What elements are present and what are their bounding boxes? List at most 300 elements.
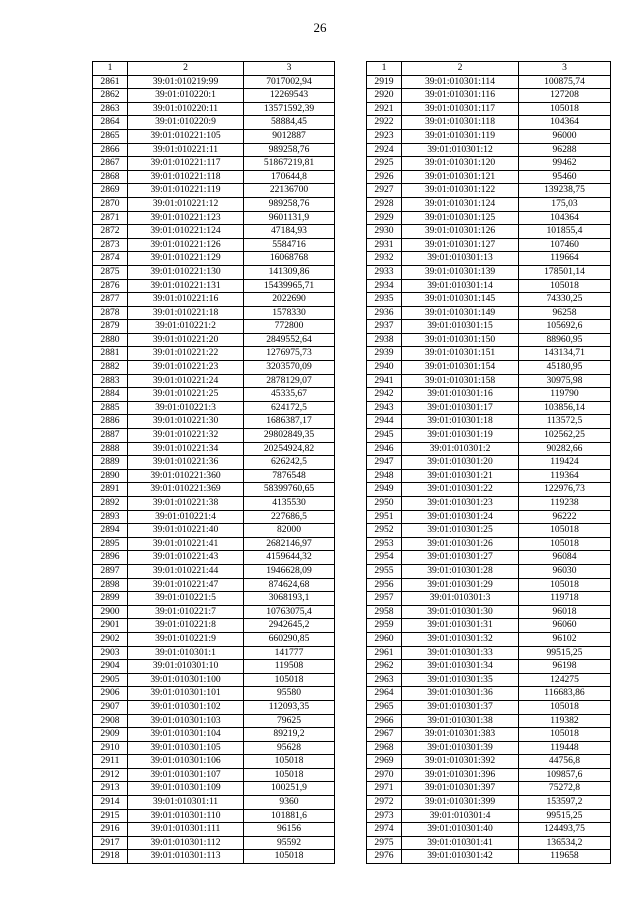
row-number-cell: 2934 [367, 279, 402, 293]
value-cell: 2682146,97 [244, 537, 335, 551]
table-row [367, 619, 611, 633]
row-number-cell: 2972 [367, 796, 402, 810]
row-number-cell: 2960 [367, 632, 402, 646]
row-number-cell: 2949 [367, 483, 402, 497]
cadastral-number-cell: 39:01:010301:11 [128, 796, 244, 810]
cadastral-number-cell: 39:01:010301:121 [402, 170, 519, 184]
row-number-cell: 2865 [93, 129, 128, 143]
cadastral-number-cell: 39:01:010301:12 [402, 143, 519, 157]
value-cell: 772800 [244, 320, 335, 334]
cadastral-number-cell: 39:01:010221:7 [128, 605, 244, 619]
cadastral-number-cell: 39:01:010221:41 [128, 537, 244, 551]
row-number-cell: 2868 [93, 170, 128, 184]
value-cell: 119448 [519, 741, 611, 755]
value-cell: 1686387,17 [244, 415, 335, 429]
cadastral-number-cell: 39:01:010301:36 [402, 687, 519, 701]
row-number-cell: 2920 [367, 89, 402, 103]
table-body-left [93, 75, 335, 863]
row-number-cell: 2931 [367, 238, 402, 252]
row-number-cell: 2950 [367, 497, 402, 511]
value-cell: 119664 [519, 252, 611, 266]
cadastral-number-cell: 39:01:010221:126 [128, 238, 244, 252]
value-cell: 175,03 [519, 197, 611, 211]
table-row [93, 809, 335, 823]
cadastral-number-cell: 39:01:010301:114 [402, 75, 519, 89]
table-row [93, 102, 335, 116]
table-row [367, 320, 611, 334]
value-cell: 141309,86 [244, 265, 335, 279]
value-cell: 7017002,94 [244, 75, 335, 89]
value-cell: 96000 [519, 129, 611, 143]
value-cell: 30975,98 [519, 374, 611, 388]
table-body-right [367, 75, 611, 863]
row-number-cell: 2953 [367, 537, 402, 551]
cadastral-number-cell: 39:01:010301:154 [402, 361, 519, 375]
row-number-cell: 2951 [367, 510, 402, 524]
row-number-cell: 2864 [93, 116, 128, 130]
value-cell: 112093,35 [244, 700, 335, 714]
cadastral-number-cell: 39:01:010221:24 [128, 374, 244, 388]
value-cell: 107460 [519, 238, 611, 252]
value-cell: 105692,6 [519, 320, 611, 334]
row-number-cell: 2909 [93, 728, 128, 742]
table-row [93, 714, 335, 728]
value-cell: 4159644,32 [244, 551, 335, 565]
table-row [367, 442, 611, 456]
cadastral-number-cell: 39:01:010221:47 [128, 578, 244, 592]
value-cell: 103856,14 [519, 401, 611, 415]
cadastral-number-cell: 39:01:010301:105 [128, 741, 244, 755]
cadastral-number-cell: 39:01:010221:9 [128, 632, 244, 646]
row-number-cell: 2905 [93, 673, 128, 687]
table-row [367, 551, 611, 565]
table-row [93, 170, 335, 184]
table-row [93, 320, 335, 334]
column-header-3: 3 [519, 62, 611, 76]
cadastral-number-cell: 39:01:010221:360 [128, 469, 244, 483]
row-number-cell: 2898 [93, 578, 128, 592]
cadastral-number-cell: 39:01:010301:4 [402, 809, 519, 823]
value-cell: 105018 [519, 537, 611, 551]
cadastral-number-cell: 39:01:010301:110 [128, 809, 244, 823]
cadastral-number-cell: 39:01:010301:31 [402, 619, 519, 633]
row-number-cell: 2915 [93, 809, 128, 823]
table-row [93, 728, 335, 742]
table-header-row [93, 62, 335, 76]
table-row [367, 265, 611, 279]
table-row [93, 605, 335, 619]
cadastral-number-cell: 39:01:010301:158 [402, 374, 519, 388]
value-cell: 100251,9 [244, 782, 335, 796]
value-cell: 101855,4 [519, 225, 611, 239]
value-cell: 101881,6 [244, 809, 335, 823]
table-row [93, 700, 335, 714]
table-row [367, 225, 611, 239]
cadastral-number-cell: 39:01:010221:130 [128, 265, 244, 279]
value-cell: 51867219,81 [244, 157, 335, 171]
value-cell: 1946628,09 [244, 564, 335, 578]
table-row [367, 510, 611, 524]
row-number-cell: 2870 [93, 197, 128, 211]
table-row [93, 238, 335, 252]
cadastral-number-cell: 39:01:010221:38 [128, 497, 244, 511]
row-number-cell: 2975 [367, 836, 402, 850]
table-row [367, 836, 611, 850]
value-cell: 22136700 [244, 184, 335, 198]
cadastral-number-cell: 39:01:010301:17 [402, 401, 519, 415]
value-cell: 96258 [519, 306, 611, 320]
value-cell: 136534,2 [519, 836, 611, 850]
cadastral-number-cell: 39:01:010221:123 [128, 211, 244, 225]
row-number-cell: 2899 [93, 592, 128, 606]
row-number-cell: 2938 [367, 333, 402, 347]
row-number-cell: 2917 [93, 836, 128, 850]
value-cell: 119658 [519, 850, 611, 864]
cadastral-number-cell: 39:01:010301:124 [402, 197, 519, 211]
value-cell: 3068193,1 [244, 592, 335, 606]
row-number-cell: 2961 [367, 646, 402, 660]
cadastral-number-cell: 39:01:010221:129 [128, 252, 244, 266]
row-number-cell: 2954 [367, 551, 402, 565]
table-row [93, 401, 335, 415]
table-row [367, 401, 611, 415]
row-number-cell: 2900 [93, 605, 128, 619]
table-row [367, 197, 611, 211]
row-number-cell: 2889 [93, 456, 128, 470]
table-row [93, 116, 335, 130]
table-row [367, 632, 611, 646]
value-cell: 104364 [519, 116, 611, 130]
value-cell: 96198 [519, 660, 611, 674]
value-cell: 119790 [519, 388, 611, 402]
row-number-cell: 2869 [93, 184, 128, 198]
cadastral-number-cell: 39:01:010301:101 [128, 687, 244, 701]
table-row [93, 578, 335, 592]
table-row [367, 129, 611, 143]
value-cell: 90282,66 [519, 442, 611, 456]
row-number-cell: 2907 [93, 700, 128, 714]
row-number-cell: 2912 [93, 768, 128, 782]
value-cell: 9601131,9 [244, 211, 335, 225]
value-cell: 96222 [519, 510, 611, 524]
cadastral-number-cell: 39:01:010301:139 [402, 265, 519, 279]
table-row [367, 89, 611, 103]
table-row [93, 415, 335, 429]
table-row [93, 646, 335, 660]
table-row [93, 184, 335, 198]
value-cell: 75272,8 [519, 782, 611, 796]
cadastral-number-cell: 39:01:010219:99 [128, 75, 244, 89]
row-number-cell: 2940 [367, 361, 402, 375]
value-cell: 109857,6 [519, 768, 611, 782]
value-cell: 105018 [519, 578, 611, 592]
cadastral-number-cell: 39:01:010301:109 [128, 782, 244, 796]
cadastral-number-cell: 39:01:010301:103 [128, 714, 244, 728]
value-cell: 122976,73 [519, 483, 611, 497]
cadastral-number-cell: 39:01:010301:29 [402, 578, 519, 592]
value-cell: 105018 [244, 673, 335, 687]
cadastral-number-cell: 39:01:010301:34 [402, 660, 519, 674]
row-number-cell: 2882 [93, 361, 128, 375]
cadastral-number-cell: 39:01:010301:42 [402, 850, 519, 864]
row-number-cell: 2874 [93, 252, 128, 266]
cadastral-number-cell: 39:01:010301:33 [402, 646, 519, 660]
cadastral-number-cell: 39:01:010221:44 [128, 564, 244, 578]
value-cell: 105018 [244, 768, 335, 782]
table-row [93, 796, 335, 810]
cadastral-number-cell: 39:01:010301:151 [402, 347, 519, 361]
value-cell: 96030 [519, 564, 611, 578]
cadastral-number-cell: 39:01:010221:20 [128, 333, 244, 347]
cadastral-number-cell: 39:01:010301:13 [402, 252, 519, 266]
row-number-cell: 2890 [93, 469, 128, 483]
value-cell: 95628 [244, 741, 335, 755]
value-cell: 95580 [244, 687, 335, 701]
value-cell: 15439965,71 [244, 279, 335, 293]
table-row [367, 415, 611, 429]
table-row [93, 850, 335, 864]
table-row [93, 265, 335, 279]
row-number-cell: 2927 [367, 184, 402, 198]
value-cell: 139238,75 [519, 184, 611, 198]
table-row [93, 687, 335, 701]
cadastral-number-cell: 39:01:010301:119 [402, 129, 519, 143]
row-number-cell: 2914 [93, 796, 128, 810]
value-cell: 96060 [519, 619, 611, 633]
value-cell: 105018 [519, 279, 611, 293]
value-cell: 153597,2 [519, 796, 611, 810]
cadastral-number-cell: 39:01:010301:38 [402, 714, 519, 728]
value-cell: 89219,2 [244, 728, 335, 742]
row-number-cell: 2929 [367, 211, 402, 225]
cadastral-number-cell: 39:01:010301:40 [402, 823, 519, 837]
cadastral-number-cell: 39:01:010221:22 [128, 347, 244, 361]
cadastral-number-cell: 39:01:010221:105 [128, 129, 244, 143]
cadastral-number-cell: 39:01:010301:116 [402, 89, 519, 103]
row-number-cell: 2861 [93, 75, 128, 89]
cadastral-number-cell: 39:01:010301:397 [402, 782, 519, 796]
value-cell: 99515,25 [519, 809, 611, 823]
value-cell: 29802849,35 [244, 429, 335, 443]
table-row [93, 374, 335, 388]
table-row [93, 279, 335, 293]
value-cell: 9012887 [244, 129, 335, 143]
value-cell: 1276975,73 [244, 347, 335, 361]
row-number-cell: 2923 [367, 129, 402, 143]
row-number-cell: 2976 [367, 850, 402, 864]
table-row [93, 483, 335, 497]
value-cell: 119238 [519, 497, 611, 511]
table-row [367, 170, 611, 184]
cadastral-number-cell: 39:01:010301:107 [128, 768, 244, 782]
table-row [93, 333, 335, 347]
value-cell: 2942645,2 [244, 619, 335, 633]
row-number-cell: 2919 [367, 75, 402, 89]
table-row [367, 782, 611, 796]
table-row [367, 755, 611, 769]
value-cell: 82000 [244, 524, 335, 538]
row-number-cell: 2939 [367, 347, 402, 361]
table-row [93, 564, 335, 578]
table-row [93, 836, 335, 850]
cadastral-number-cell: 39:01:010301:149 [402, 306, 519, 320]
value-cell: 58884,45 [244, 116, 335, 130]
value-cell: 1578330 [244, 306, 335, 320]
table-row [93, 306, 335, 320]
row-number-cell: 2958 [367, 605, 402, 619]
cadastral-number-cell: 39:01:010301:41 [402, 836, 519, 850]
row-number-cell: 2884 [93, 388, 128, 402]
cadastral-number-cell: 39:01:010301:25 [402, 524, 519, 538]
value-cell: 12269543 [244, 89, 335, 103]
value-cell: 143134,71 [519, 347, 611, 361]
row-number-cell: 2944 [367, 415, 402, 429]
value-cell: 96156 [244, 823, 335, 837]
cadastral-number-cell: 39:01:010301:24 [402, 510, 519, 524]
table-row [367, 374, 611, 388]
value-cell: 119364 [519, 469, 611, 483]
row-number-cell: 2965 [367, 700, 402, 714]
value-cell: 127208 [519, 89, 611, 103]
row-number-cell: 2930 [367, 225, 402, 239]
cadastral-number-cell: 39:01:010221:117 [128, 157, 244, 171]
cadastral-number-cell: 39:01:010301:399 [402, 796, 519, 810]
value-cell: 95592 [244, 836, 335, 850]
table-row [93, 592, 335, 606]
row-number-cell: 2971 [367, 782, 402, 796]
table-row [93, 75, 335, 89]
row-number-cell: 2888 [93, 442, 128, 456]
row-number-cell: 2913 [93, 782, 128, 796]
column-header-1: 1 [93, 62, 128, 76]
cadastral-number-cell: 39:01:010301:22 [402, 483, 519, 497]
cadastral-number-cell: 39:01:010221:12 [128, 197, 244, 211]
cadastral-number-cell: 39:01:010301:23 [402, 497, 519, 511]
table-row [367, 700, 611, 714]
cadastral-number-cell: 39:01:010301:20 [402, 456, 519, 470]
table-row [367, 673, 611, 687]
table-row [367, 456, 611, 470]
value-cell: 9360 [244, 796, 335, 810]
row-number-cell: 2879 [93, 320, 128, 334]
row-number-cell: 2877 [93, 293, 128, 307]
cadastral-number-cell: 39:01:010301:18 [402, 415, 519, 429]
row-number-cell: 2918 [93, 850, 128, 864]
value-cell: 16068768 [244, 252, 335, 266]
cadastral-number-cell: 39:01:010301:14 [402, 279, 519, 293]
table-row [367, 116, 611, 130]
value-cell: 13571592,39 [244, 102, 335, 116]
value-cell: 45180,95 [519, 361, 611, 375]
value-cell: 100875,74 [519, 75, 611, 89]
value-cell: 45335,67 [244, 388, 335, 402]
value-cell: 4135530 [244, 497, 335, 511]
cadastral-number-cell: 39:01:010301:39 [402, 741, 519, 755]
table-row [367, 768, 611, 782]
table-header-row [367, 62, 611, 76]
row-number-cell: 2897 [93, 564, 128, 578]
value-cell: 58399760,65 [244, 483, 335, 497]
row-number-cell: 2892 [93, 497, 128, 511]
value-cell: 116683,86 [519, 687, 611, 701]
cadastral-number-cell: 39:01:010221:40 [128, 524, 244, 538]
table-row [93, 524, 335, 538]
table-row [367, 333, 611, 347]
row-number-cell: 2946 [367, 442, 402, 456]
cadastral-number-cell: 39:01:010301:10 [128, 660, 244, 674]
table-row [367, 306, 611, 320]
table-row [93, 429, 335, 443]
row-number-cell: 2871 [93, 211, 128, 225]
value-cell: 105018 [519, 524, 611, 538]
row-number-cell: 2880 [93, 333, 128, 347]
table-row [367, 252, 611, 266]
column-header-2: 2 [128, 62, 244, 76]
cadastral-number-cell: 39:01:010221:18 [128, 306, 244, 320]
table-row [367, 184, 611, 198]
cadastral-number-cell: 39:01:010301:392 [402, 755, 519, 769]
table-row [367, 75, 611, 89]
value-cell: 99462 [519, 157, 611, 171]
value-cell: 119718 [519, 592, 611, 606]
cadastral-number-cell: 39:01:010301:102 [128, 700, 244, 714]
cadastral-number-cell: 39:01:010301:125 [402, 211, 519, 225]
page-number: 26 [313, 20, 327, 35]
table-row [367, 823, 611, 837]
table-row [93, 782, 335, 796]
cadastral-number-cell: 39:01:010301:27 [402, 551, 519, 565]
value-cell: 626242,5 [244, 456, 335, 470]
cadastral-number-cell: 39:01:010301:104 [128, 728, 244, 742]
table-row [93, 293, 335, 307]
table-row [367, 429, 611, 443]
row-number-cell: 2896 [93, 551, 128, 565]
value-cell: 119424 [519, 456, 611, 470]
table-row [93, 537, 335, 551]
value-cell: 105018 [519, 728, 611, 742]
row-number-cell: 2973 [367, 809, 402, 823]
cadastral-number-cell: 39:01:010301:32 [402, 632, 519, 646]
table-left [92, 61, 335, 864]
row-number-cell: 2974 [367, 823, 402, 837]
table-row [93, 347, 335, 361]
table-row [367, 605, 611, 619]
cadastral-number-cell: 39:01:010221:34 [128, 442, 244, 456]
table-row [93, 619, 335, 633]
value-cell: 79625 [244, 714, 335, 728]
table-row [367, 102, 611, 116]
column-header-1: 1 [367, 62, 402, 76]
cadastral-number-cell: 39:01:010301:113 [128, 850, 244, 864]
value-cell: 95460 [519, 170, 611, 184]
cadastral-number-cell: 39:01:010221:43 [128, 551, 244, 565]
cadastral-number-cell: 39:01:010301:111 [128, 823, 244, 837]
table-row [367, 564, 611, 578]
row-number-cell: 2957 [367, 592, 402, 606]
value-cell: 5584716 [244, 238, 335, 252]
cadastral-number-cell: 39:01:010301:3 [402, 592, 519, 606]
cadastral-number-cell: 39:01:010221:11 [128, 143, 244, 157]
table-row [367, 578, 611, 592]
value-cell: 105018 [519, 102, 611, 116]
value-cell: 141777 [244, 646, 335, 660]
cadastral-number-cell: 39:01:010301:118 [402, 116, 519, 130]
table-row [367, 361, 611, 375]
cadastral-number-cell: 39:01:010221:25 [128, 388, 244, 402]
value-cell: 113572,5 [519, 415, 611, 429]
row-number-cell: 2906 [93, 687, 128, 701]
cadastral-number-cell: 39:01:010301:122 [402, 184, 519, 198]
